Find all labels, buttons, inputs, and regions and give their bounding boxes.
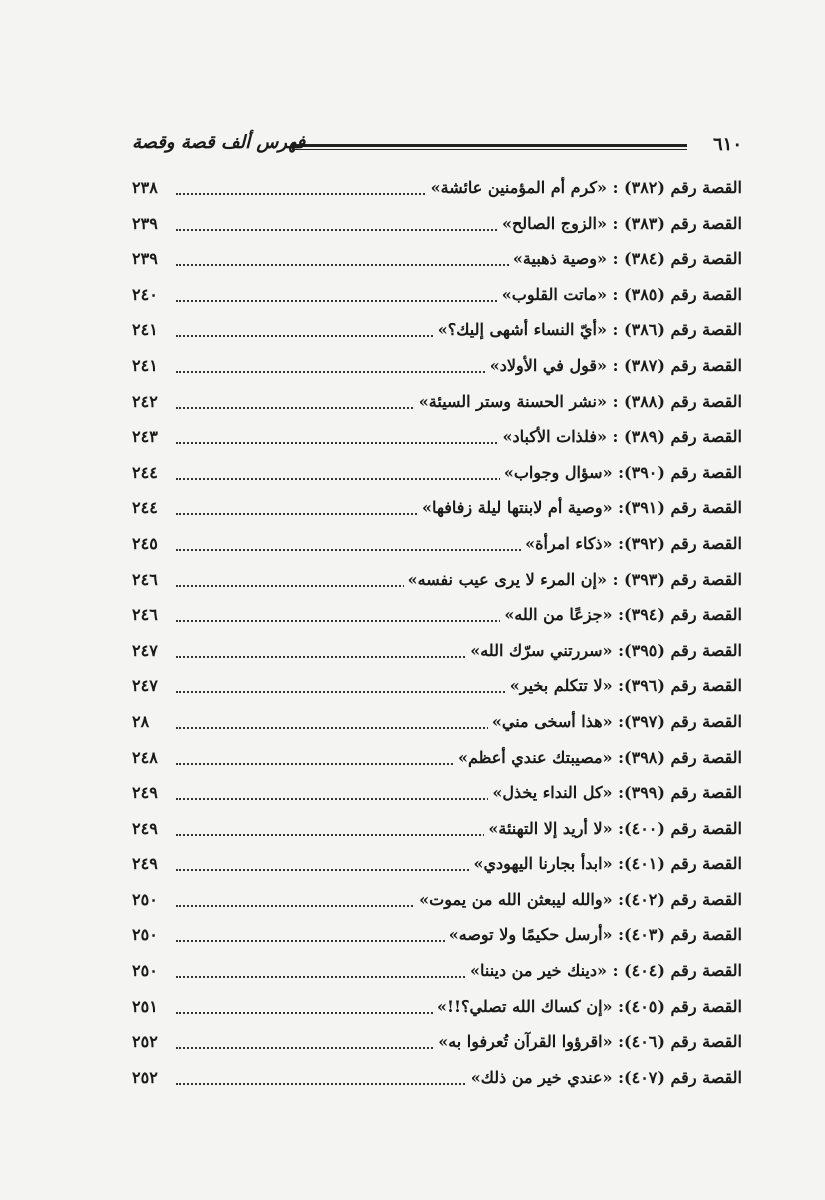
toc-entry — [132, 172, 742, 208]
toc-entry-title: القصة رقم (٣٨٧) : «قول في الأولاد» — [486, 356, 742, 375]
toc-entry — [132, 386, 742, 422]
table-of-contents — [132, 172, 742, 1097]
toc-entry-title: القصة رقم (٣٩٨): «مصيبتك عندي أعظم» — [454, 748, 742, 767]
toc-entry-title: القصة رقم (٤٠٠): «لا أريد إلا التهنئة» — [484, 819, 742, 838]
toc-entry-page: ٢٤٨ — [132, 748, 164, 767]
toc-entry-title: القصة رقم (٤٠٣): «أرسل حكيمًا ولا توصه» — [445, 925, 742, 944]
toc-entry-title: القصة رقم (٣٨٨) : «نشر الحسنة وستر السيئة» — [415, 392, 742, 411]
toc-entry-page: ٢٤١ — [132, 320, 164, 339]
toc-entry-title: القصة رقم (٣٨٥) : «ماتت القلوب» — [498, 285, 742, 304]
toc-entry-title: القصة رقم (٣٩٥): «سررتني سرّك الله» — [466, 641, 742, 660]
toc-entry-page: ٢٤٠ — [132, 285, 164, 304]
toc-entry-page: ٢٤٤ — [132, 463, 164, 482]
toc-entry — [132, 635, 742, 671]
toc-entry — [132, 742, 742, 778]
toc-entry — [132, 208, 742, 244]
toc-entry-page: ٢٣٨ — [132, 178, 164, 197]
running-title: فهرس ألف قصة وقصة — [132, 132, 306, 153]
toc-entry — [132, 350, 742, 386]
toc-entry-page: ٢٣٩ — [132, 214, 164, 233]
toc-entry-page: ٢٥٢ — [132, 1068, 164, 1087]
page-header — [132, 132, 742, 158]
toc-entry-page: ٢٥١ — [132, 997, 164, 1016]
toc-entry — [132, 919, 742, 955]
toc-entry — [132, 564, 742, 600]
toc-entry-title: القصة رقم (٣٨٣) : «الزوج الصالح» — [498, 214, 742, 233]
toc-entry-page: ٢٤٦ — [132, 605, 164, 624]
toc-entry-page: ٢٥٠ — [132, 925, 164, 944]
toc-entry-title: القصة رقم (٣٩٩): «كل النداء يخذل» — [488, 783, 742, 802]
toc-entry-page: ٢٤٧ — [132, 641, 164, 660]
toc-entry — [132, 955, 742, 991]
toc-entry-title: القصة رقم (٣٩٢): «ذكاء امرأة» — [521, 534, 742, 553]
toc-entry — [132, 421, 742, 457]
toc-entry-page: ٢٤١ — [132, 356, 164, 375]
toc-entry-page: ٢٤٧ — [132, 676, 164, 695]
toc-entry-title: القصة رقم (٤٠٦): «اقرؤوا القرآن تُعرفوا به» — [434, 1032, 742, 1051]
toc-entry — [132, 1026, 742, 1062]
toc-entry-title: القصة رقم (٤٠٤) : «دينك خير من ديننا» — [466, 961, 742, 980]
toc-entry-title: القصة رقم (٣٨٩) : «فلذات الأكباد» — [499, 427, 742, 446]
toc-entry-title: القصة رقم (٤٠٥): «إن كساك الله تصلي؟!!» — [433, 997, 742, 1016]
toc-entry-title: القصة رقم (٣٩١): «وصية أم لابنتها ليلة زفافها» — [418, 498, 742, 517]
toc-entry — [132, 528, 742, 564]
toc-entry-page: ٢٤٩ — [132, 854, 164, 873]
toc-entry — [132, 706, 742, 742]
toc-entry — [132, 777, 742, 813]
toc-entry — [132, 813, 742, 849]
toc-entry — [132, 599, 742, 635]
toc-entry-title: القصة رقم (٣٨٢) : «كرم أم المؤمنين عائشة» — [427, 178, 742, 197]
toc-entry-title: القصة رقم (٣٩٦): «لا تتكلم بخير» — [506, 676, 742, 695]
toc-entry — [132, 279, 742, 315]
toc-entry-title: القصة رقم (٤٠٧): «عندي خير من ذلك» — [467, 1068, 742, 1087]
toc-entry-page: ٢٣٩ — [132, 249, 164, 268]
toc-entry-page: ٢٥٠ — [132, 961, 164, 980]
toc-entry-page: ٢٨ — [132, 712, 155, 731]
page-number: ٦١٠ — [712, 134, 742, 155]
toc-entry-title: القصة رقم (٣٩٤): «جزعًا من الله» — [500, 605, 742, 624]
toc-entry-page: ٢٤٥ — [132, 534, 164, 553]
toc-entry-title: القصة رقم (٣٩٠): «سؤال وجواب» — [500, 463, 742, 482]
toc-entry-page: ٢٤٩ — [132, 819, 164, 838]
toc-entry — [132, 492, 742, 528]
toc-entry-page: ٢٥٢ — [132, 1032, 164, 1051]
toc-entry — [132, 848, 742, 884]
toc-entry-page: ٢٤٢ — [132, 392, 164, 411]
toc-entry-title: القصة رقم (٣٩٣) : «إن المرء لا يرى عيب نفسه» — [404, 570, 742, 589]
toc-entry-page: ٢٤٤ — [132, 498, 164, 517]
header-rule — [292, 144, 687, 150]
toc-entry — [132, 1062, 742, 1098]
toc-entry-page: ٢٤٦ — [132, 570, 164, 589]
toc-entry — [132, 243, 742, 279]
toc-entry-title: القصة رقم (٣٩٧): «هذا أسخى مني» — [488, 712, 742, 731]
toc-entry-title: القصة رقم (٣٨٦) : «أيّ النساء أشهى إليك؟» — [434, 320, 742, 339]
toc-entry-page: ٢٤٩ — [132, 783, 164, 802]
toc-entry — [132, 884, 742, 920]
toc-entry-title: القصة رقم (٣٨٤) : «وصية ذهبية» — [509, 249, 742, 268]
toc-entry-title: القصة رقم (٤٠٢): «والله ليبعثن الله من يموت» — [415, 890, 742, 909]
toc-entry-page: ٢٥٠ — [132, 890, 164, 909]
toc-entry — [132, 991, 742, 1027]
toc-entry — [132, 457, 742, 493]
toc-entry-title: القصة رقم (٤٠١): «ابدأ بجارنا اليهودي» — [470, 854, 742, 873]
toc-entry — [132, 670, 742, 706]
toc-entry-page: ٢٤٣ — [132, 427, 164, 446]
toc-entry — [132, 314, 742, 350]
